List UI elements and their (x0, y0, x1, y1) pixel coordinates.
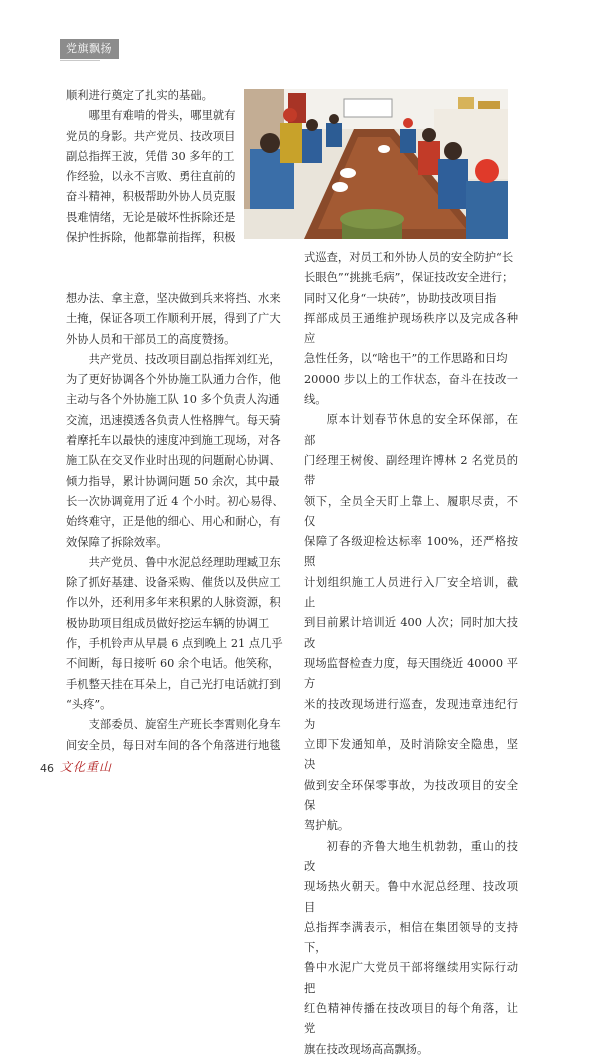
text-line: 作经验，以永不言败、勇往直前的 (66, 170, 236, 184)
text-line: 畏难情绪，无论是破坏性拆除还是 (66, 210, 236, 224)
text-line: 米的技改现场进行巡查，发现违章违纪行为 (304, 697, 518, 731)
text-line: 为了更好协调各个外协施工队通力合作，他 (66, 373, 281, 387)
text-line: 长眼色”“挑挑毛病”，保证技改安全进行； (304, 271, 514, 285)
text-line: 不间断，每日接听 60 余个电话。他笑称， (66, 657, 280, 671)
magazine-logo: 文化重山 (60, 760, 113, 774)
text-line: 党员的身影。共产党员、技改项目 (66, 129, 236, 143)
text-line: 式巡查，对员工和外协人员的安全防护“长 (304, 251, 514, 264)
text-line: 急性任务，以“啥也干”的工作思路和日均 (304, 352, 508, 366)
text-line: 20000 步以上的工作状态，奋斗在技改一线。 (304, 372, 518, 407)
text-line: 挥部成员王通维护现场秩序以及完成各种应 (304, 311, 518, 346)
text-line: 驾护航。 (304, 819, 350, 833)
text-line: 现场监督检查力度，每天围绕近 40000 平方 (304, 656, 518, 691)
text-line: 哪里有难啃的骨头，哪里就有 (88, 109, 236, 123)
text-line: 门经理王树俊、副经理许博林 2 名党员的带 (304, 453, 518, 488)
text-line: 作以外，还利用多年来积累的人脉资源，积 (66, 596, 281, 610)
text-line: 红色精神传播在技改项目的每个角落，让党 (304, 1001, 518, 1036)
text-line: 领下，全员全天盯上靠上、履职尽责，不仅 (304, 494, 518, 528)
text-line: 立即下发通知单，及时消除安全隐患，坚决 (304, 738, 518, 772)
text-line: 旗在技改现场高高飘扬。 (304, 1042, 429, 1056)
text-line: 初春的齐鲁大地生机勃勃，重山的技改 (304, 839, 518, 873)
text-line: 副总指挥王波，凭借 30 多年的工 (66, 149, 235, 163)
text-line: 到目前累计培训近 400 人次；同时加大技改 (304, 616, 518, 650)
text-line: 效保障了拆除效率。 (66, 535, 168, 549)
text-line: 交流，迅速摸透各负责人性格脾气。每天骑 (66, 413, 281, 427)
page-number: 46 (40, 762, 54, 775)
text-line: 支部委员、旋窑生产班长李霄则化身车 (88, 718, 281, 732)
text-line: 奋斗精神，积极帮助外协人员克服 (66, 190, 236, 204)
text-line: 保护性拆除，他都靠前指挥，积极 (66, 231, 236, 245)
text-line: 共产党员、技改项目副总指挥刘红光， (88, 352, 281, 366)
text-line: 倾力指导，累计协调问题 50 余次，其中最 (66, 474, 280, 488)
text-line: 顺利进行奠定了扎实的基础。 (66, 89, 213, 102)
meeting-photo (244, 89, 508, 239)
text-line: 同时又化身“一块砖”，协助技改项目指 (304, 291, 497, 305)
text-line: 鲁中水泥广大党员干部将继续用实际行动把 (304, 961, 518, 995)
text-line: 始终难守，正是他的细心、用心和耐心，有 (66, 515, 281, 529)
text-line: 极协助项目组成员做好挖运车辆的协调工 (66, 616, 270, 630)
text-line: 原本计划春节休息的安全环保部，在部 (304, 413, 518, 447)
text-line: 计划组织施工人员进行入厂安全培训，截止 (304, 575, 518, 610)
section-tag: 党旗飘扬 (60, 39, 119, 59)
text-line: 间安全员，每日对车间的各个角落进行地毯 (66, 738, 281, 752)
text-line: 现场热火朝天。鲁中水泥总经理、技改项目 (304, 880, 518, 914)
text-line: 保障了各级迎检达标率 100%，还严格按照 (304, 535, 518, 569)
meeting-photo-image (244, 89, 508, 239)
text-line: 长一次协调竟用了近 4 个小时。初心易得、 (66, 494, 284, 508)
text-line: 手机整天挂在耳朵上，自己光打电话就打到 (66, 677, 281, 691)
text-column-left-top (66, 86, 238, 248)
text-line: 主动与各个外协施工队 10 多个负责人沟通 (66, 393, 280, 407)
text-line: 施工队在交叉作业时出现的问题耐心协调、 (66, 454, 281, 468)
text-column-left-bottom (66, 289, 284, 756)
text-line: 外协人员和干部员工的高度赞扬。 (66, 332, 236, 346)
text-line: 做到安全环保零事故，为技改项目的安全保 (304, 778, 518, 813)
text-line: “头疼”。 (66, 697, 112, 711)
text-line: 想办法、拿主意，坚决做到兵来将挡、水来 (66, 292, 281, 305)
text-line: 除了抓好基建、设备采购、催货以及供应工 (66, 576, 281, 590)
text-column-right (304, 248, 518, 1060)
text-line: 共产党员、鲁中水泥总经理助理臧卫东 (88, 555, 281, 569)
text-line: 作，手机铃声从早晨 6 点到晚上 21 点几乎 (66, 637, 283, 651)
header-divider (60, 60, 100, 61)
text-line: 总指挥李满表示，相信在集团领导的支持下， (304, 920, 518, 955)
text-line: 土掩，保证各项工作顺利开展，得到了广大 (66, 312, 281, 326)
text-line: 着摩托车以最快的速度冲到施工现场，对各 (66, 434, 281, 448)
